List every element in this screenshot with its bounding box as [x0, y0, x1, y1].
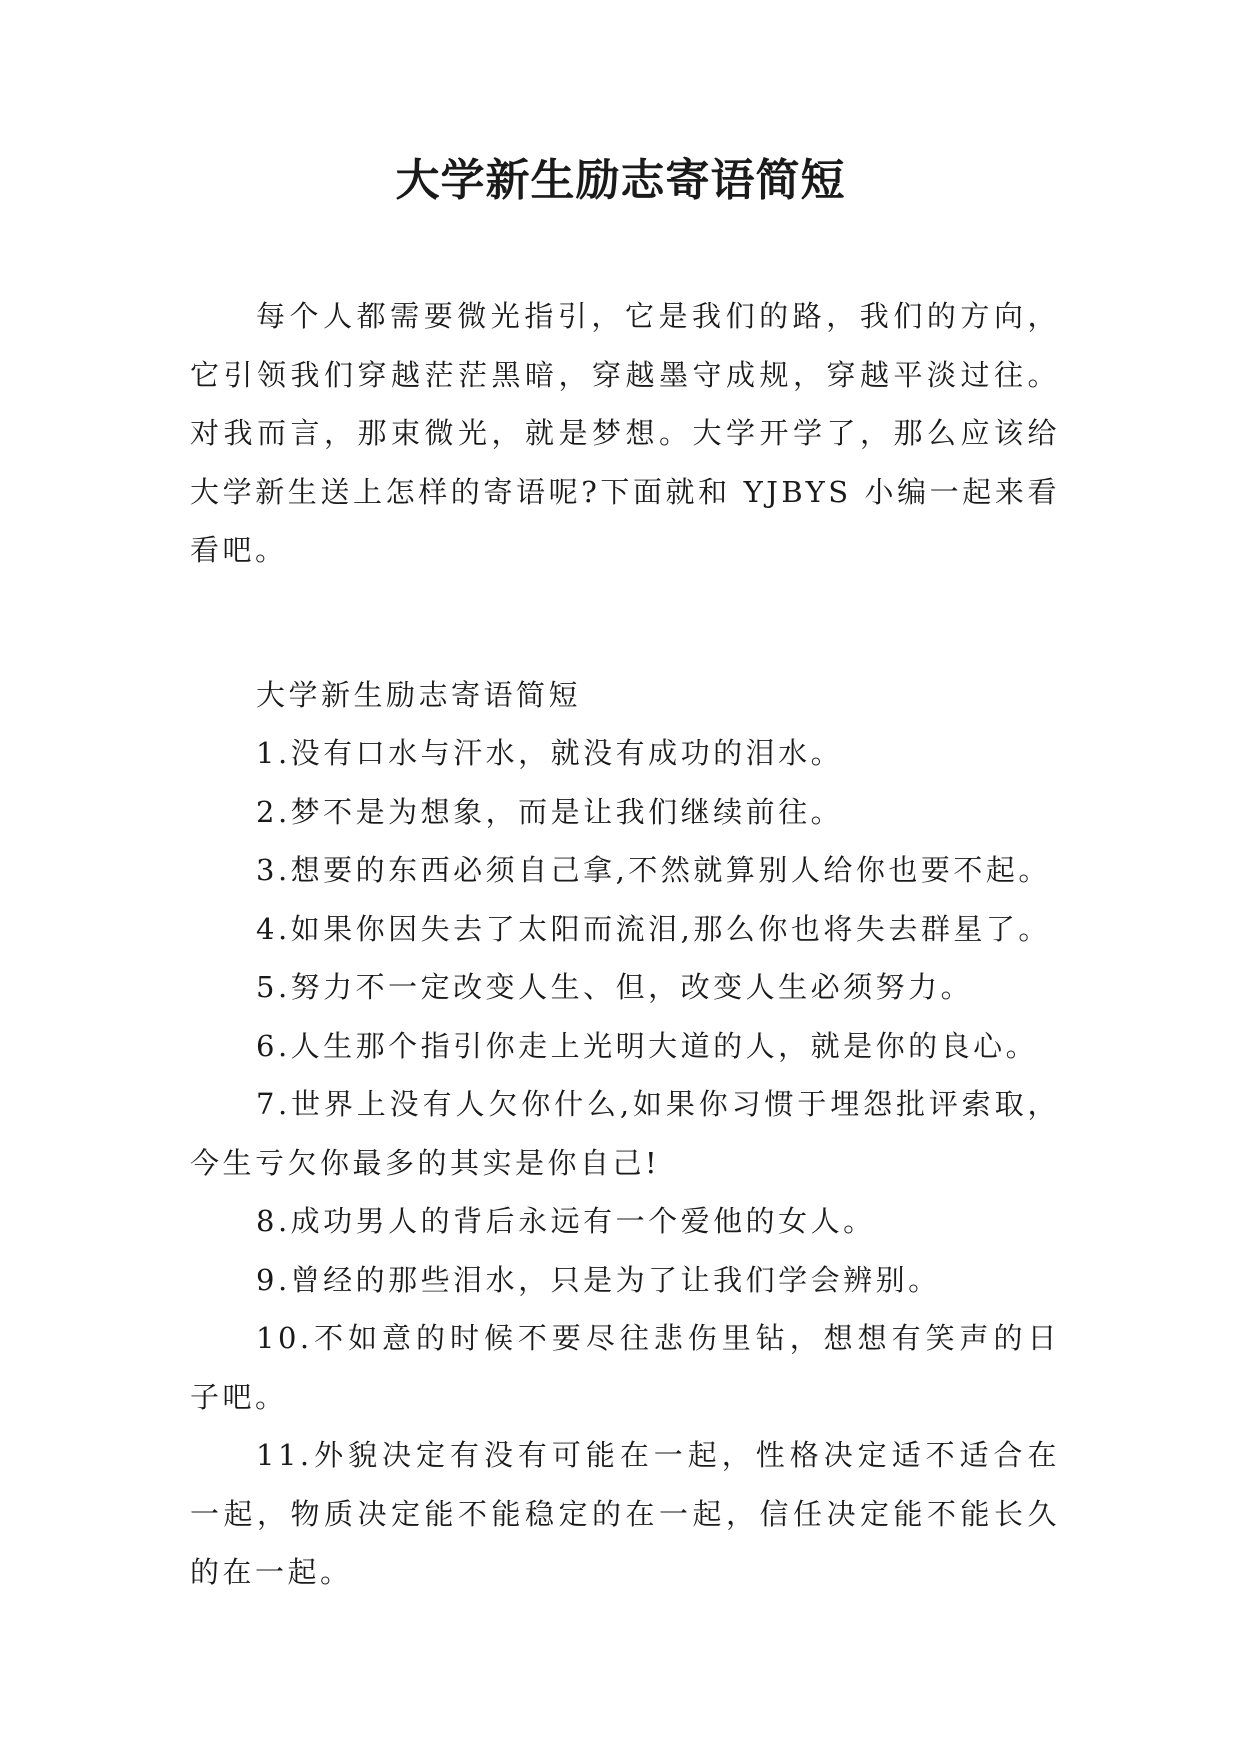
list-item: 5.努力不一定改变人生、但，改变人生必须努力。 — [256, 970, 974, 1004]
section-heading: 大学新生励志寄语简短 — [256, 677, 582, 712]
list-item: 10.不如意的时候不要尽往悲伤里钻，想想有笑声的日子吧。 — [190, 1321, 1060, 1414]
intro-paragraph: 每个人都需要微光指引，它是我们的路，我们的方向，它引领我们穿越茫茫黑暗，穿越墨守成规，穿越平淡过往。对我而言，那束微光，就是梦想。大学开学了，那么应该给大学新生送上怎样的寄语呢?下面就和 YJBYS 小编一起来看看吧。 — [190, 299, 1060, 567]
list-item: 7.世界上没有人欠你什么,如果你习惯于埋怨批评索取，今生亏欠你最多的其实是你自己! — [190, 1087, 1060, 1180]
list-item: 9.曾经的那些泪水，只是为了让我们学会辨别。 — [256, 1262, 941, 1297]
list-item: 6.人生那个指引你走上光明大道的人，就是你的良心。 — [256, 1028, 1039, 1063]
document-title: 大学新生励志寄语简短 — [395, 155, 846, 206]
list-item: 4.如果你因失去了太阳而流泪,那么你也将失去群星了。 — [256, 911, 1051, 946]
quote-list — [190, 724, 1060, 1602]
document-body — [190, 287, 1060, 1602]
list-item: 11.外貌决定有没有可能在一起，性格决定适不适合在一起，物质决定能不能稳定的在一起，信任决定能不能长久的在一起。 — [190, 1438, 1060, 1589]
paragraph-spacer — [190, 580, 1060, 666]
list-item: 1.没有口水与汗水，就没有成功的泪水。 — [256, 736, 844, 770]
list-item: 8.成功男人的背后永远有一个爱他的女人。 — [256, 1204, 876, 1238]
list-item: 2.梦不是为想象，而是让我们继续前往。 — [256, 794, 844, 829]
list-item: 3.想要的东西必须自己拿,不然就算别人给你也要不起。 — [256, 853, 1051, 887]
